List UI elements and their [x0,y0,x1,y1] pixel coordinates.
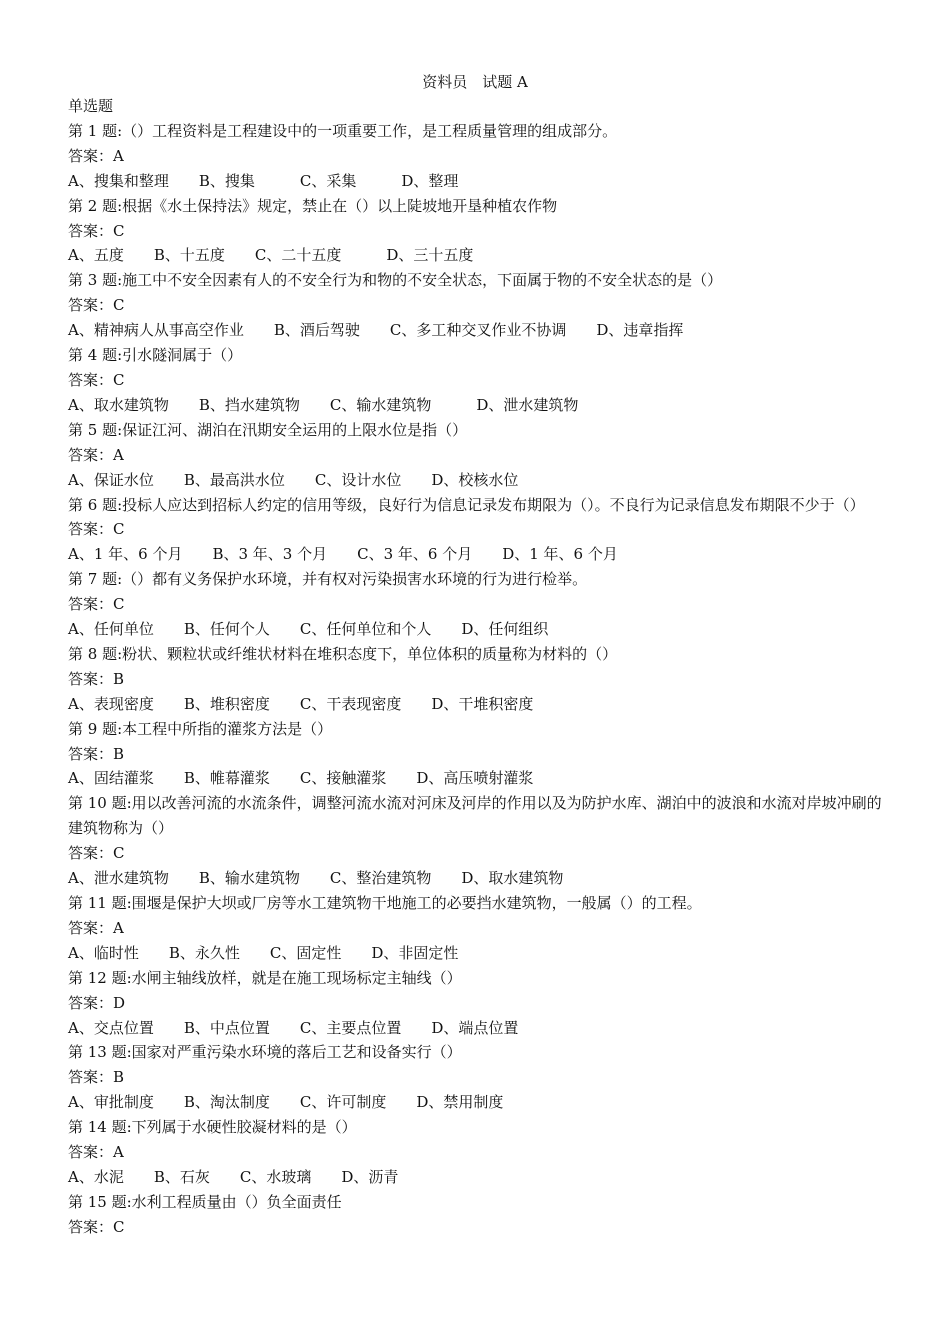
question-9-answer: 答案：B [68,744,125,763]
question-14-text: 第 14 题:下列属于水硬性胶凝材料的是（） [68,1118,357,1137]
question-8-answer: 答案：B [68,669,125,688]
question-4-options: A、取水建筑物 B、挡水建筑物 C、输水建筑物 D、泄水建筑物 [68,395,579,414]
question-14-options: A、水泥 B、石灰 C、水玻璃 D、沥青 [68,1167,399,1186]
question-13-options: A、审批制度 B、淘汰制度 C、许可制度 D、禁用制度 [68,1093,504,1112]
question-3-options: A、精神病人从事高空作业 B、酒后驾驶 C、多工种交叉作业不协调 D、违章指挥 [68,321,684,340]
document-body [68,94,886,1240]
question-5-text: 第 5 题:保证江河、湖泊在汛期安全运用的上限水位是指（） [68,420,468,439]
question-9-text: 第 9 题:本工程中所指的灌浆方法是（） [68,719,333,738]
question-6-answer: 答案：C [68,520,125,539]
question-4-text: 第 4 题:引水隧洞属于（） [68,346,243,365]
question-14-answer: 答案：A [68,1143,124,1162]
question-5-answer: 答案：A [68,445,124,464]
question-6-text: 第 6 题:投标人应达到招标人约定的信用等级，良好行为信息记录发布期限为（）。不良行为记录信息发布期限不少于（） [68,495,865,514]
question-7-options: A、任何单位 B、任何个人 C、任何单位和个人 D、任何组织 [68,620,549,639]
question-12-answer: 答案：D [68,993,126,1012]
question-5-options: A、保证水位 B、最高洪水位 C、设计水位 D、校核水位 [68,470,519,489]
question-10-options: A、泄水建筑物 B、输水建筑物 C、整治建筑物 D、取水建筑物 [68,869,564,888]
question-3-text: 第 3 题:施工中不安全因素有人的不安全行为和物的不安全状态，下面属于物的不安全状态的是（） [68,271,723,290]
question-13-answer: 答案：B [68,1068,125,1087]
question-2-options: A、五度 B、十五度 C、二十五度 D、三十五度 [68,246,474,265]
question-15-answer: 答案：C [68,1217,125,1236]
question-6-options: A、1 年、6 个月 B、3 年、3 个月 C、3 年、6 个月 D、1 年、6 个月 [68,545,618,564]
question-4-answer: 答案：C [68,370,125,389]
question-1-text: 第 1 题:（）工程资料是工程建设中的一项重要工作，是工程质量管理的组成部分。 [68,121,618,140]
question-2-text: 第 2 题:根据《水土保持法》规定，禁止在（）以上陡坡地开垦种植农作物 [68,196,558,215]
document-title: 资料员 试题 A [422,73,528,91]
section-heading: 单选题 [68,97,114,115]
question-7-text: 第 7 题:（）都有义务保护水环境，并有权对污染损害水环境的行为进行检举。 [68,570,588,589]
question-8-options: A、表现密度 B、堆积密度 C、干表现密度 D、干堆积密度 [68,694,534,713]
question-15-text: 第 15 题:水利工程质量由（）负全面责任 [68,1192,342,1211]
question-7-answer: 答案：C [68,595,125,614]
question-13-text: 第 13 题:国家对严重污染水环境的落后工艺和设备实行（） [68,1043,462,1062]
question-9-options: A、固结灌浆 B、帷幕灌浆 C、接触灌浆 D、高压喷射灌浆 [68,769,534,788]
question-1-options: A、搜集和整理 B、搜集 C、采集 D、整理 [68,171,459,190]
question-11-text: 第 11 题:围堰是保护大坝或厂房等水工建筑物干地施工的必要挡水建筑物，一般属（）的工程。 [68,894,702,912]
question-11-answer: 答案：A [68,918,124,937]
question-12-options: A、交点位置 B、中点位置 C、主要点位置 D、端点位置 [68,1018,519,1037]
question-2-answer: 答案：C [68,221,125,240]
question-8-text: 第 8 题:粉状、颗粒状或纤维状材料在堆积态度下，单位体积的质量称为材料的（） [68,644,618,663]
question-1-answer: 答案：A [68,146,124,165]
question-3-answer: 答案：C [68,296,125,315]
question-10-text: 第 10 题:用以改善河流的水流条件，调整河流水流对河床及河岸的作用以及为防护水库、湖泊中的波浪和水流对岸坡冲刷的建筑物称为（） [68,794,882,838]
question-12-text: 第 12 题:水闸主轴线放样，就是在施工现场标定主轴线（） [68,968,462,987]
question-10-answer: 答案：C [68,844,125,863]
question-11-options: A、临时性 B、永久性 C、固定性 D、非固定性 [68,943,459,962]
